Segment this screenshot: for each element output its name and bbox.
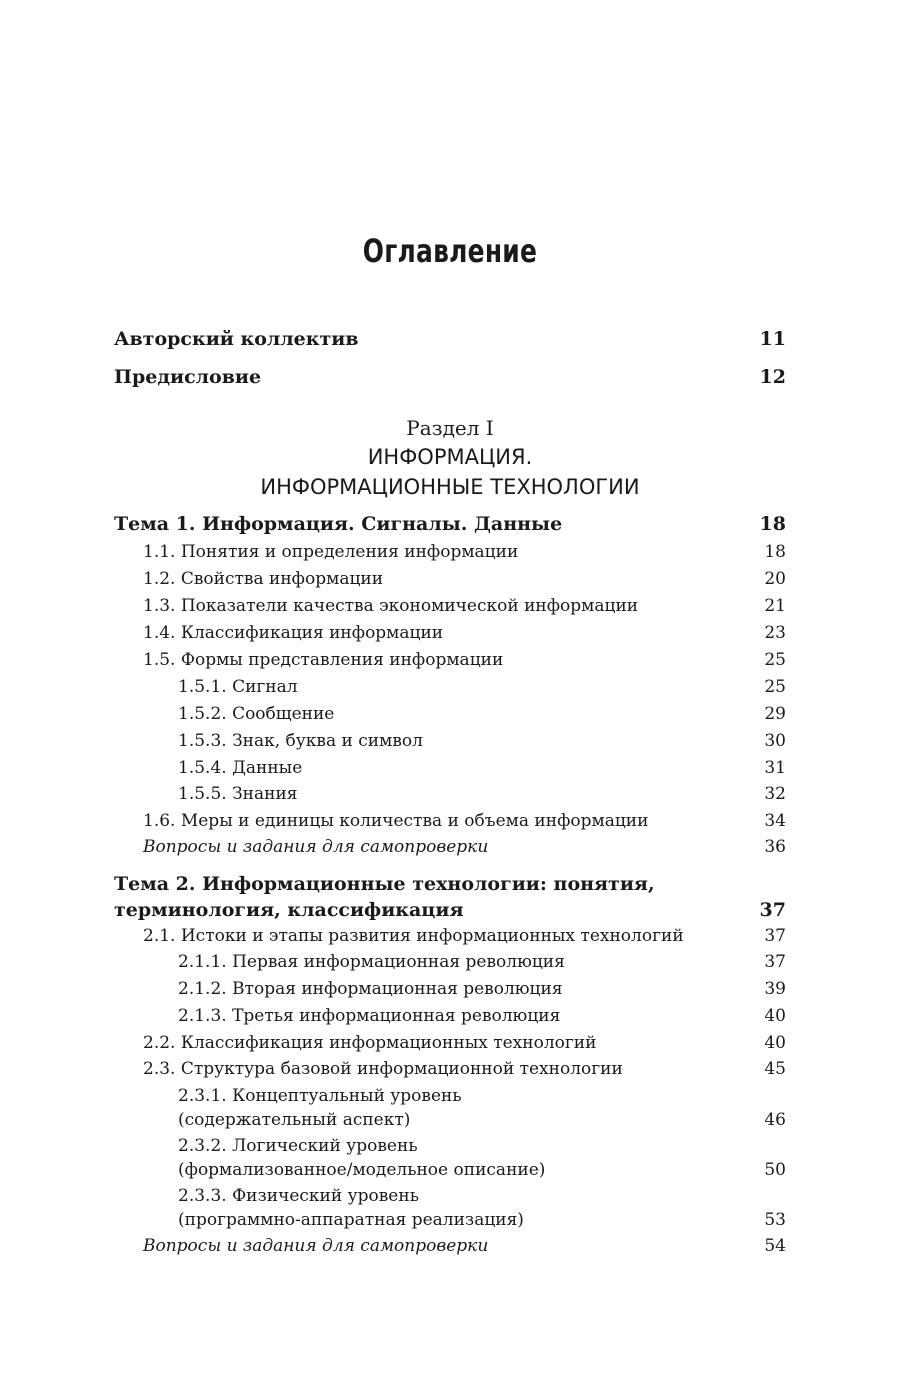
toc-entry-label: Предисловие <box>114 366 262 388</box>
toc-entry-page: 11 <box>759 328 786 350</box>
toc-entry-page: 31 <box>764 758 786 778</box>
toc-entry-2-3-1[interactable] <box>178 1110 786 1130</box>
toc-entry-2-3[interactable] <box>143 1059 786 1079</box>
toc-entry-label: 1.5.2. Сообщение <box>178 704 335 724</box>
toc-entry-page: 39 <box>764 979 786 999</box>
toc-entry-label: Вопросы и задания для самопроверки <box>143 1236 489 1256</box>
toc-entry-page: 30 <box>764 731 786 751</box>
toc-entry-label: 1.4. Классификация информации <box>143 623 444 643</box>
toc-entry-page: 37 <box>764 952 786 972</box>
toc-entry-questions-1[interactable] <box>143 837 786 857</box>
toc-entry-page: 40 <box>764 1006 786 1026</box>
toc-entry-1-5-3[interactable] <box>178 731 786 751</box>
toc-entry-page: 29 <box>764 704 786 724</box>
toc-entry-label: 2.3. Структура базовой информационной технологии <box>143 1059 623 1079</box>
toc-entry-label: 1.5.3. Знак, буква и символ <box>178 731 423 751</box>
toc-entry-1-5-5[interactable] <box>178 784 786 804</box>
toc-entry-label: 1.5.5. Знания <box>178 784 298 804</box>
toc-entry-page: 32 <box>764 784 786 804</box>
toc-entry-label: 2.1.2. Вторая информационная революция <box>178 979 563 999</box>
toc-entry-topic2-line1[interactable]: Тема 2. Информационные технологии: понятия, <box>114 873 655 895</box>
toc-entry-page: 37 <box>759 899 786 921</box>
toc-entry-page: 50 <box>764 1160 786 1180</box>
toc-entry-1-5[interactable] <box>143 650 786 670</box>
toc-entry-preface[interactable] <box>114 366 786 388</box>
part-title-line2: ИНФОРМАЦИОННЫЕ ТЕХНОЛОГИИ <box>260 475 640 499</box>
toc-entry-page: 53 <box>764 1210 786 1230</box>
toc-entry-page: 25 <box>764 650 786 670</box>
toc-entry-label: 1.3. Показатели качества экономической информации <box>143 596 639 616</box>
toc-entry-label: 2.1. Истоки и этапы развития информационных технологий <box>143 926 684 946</box>
toc-entry-page: 40 <box>764 1033 786 1053</box>
toc-entry-label: 1.5.1. Сигнал <box>178 677 298 697</box>
toc-entry-label: 1.2. Свойства информации <box>143 569 384 589</box>
toc-entry-page: 37 <box>764 926 786 946</box>
toc-entry-1-3[interactable] <box>143 596 786 616</box>
toc-entry-page: 46 <box>764 1110 786 1130</box>
toc-entry-page: 34 <box>764 811 786 831</box>
toc-entry-topic2[interactable] <box>114 899 786 921</box>
page-title: Оглавление <box>362 232 538 270</box>
toc-entry-2-1-1[interactable] <box>178 952 786 972</box>
toc-entry-2-2[interactable] <box>143 1033 786 1053</box>
part-title-line1: ИНФОРМАЦИЯ. <box>367 445 533 469</box>
toc-entry-page: 12 <box>759 366 786 388</box>
toc-entry-page: 36 <box>764 837 786 857</box>
toc-entry-1-1[interactable] <box>143 542 786 562</box>
toc-entry-2-3-2-line1[interactable]: 2.3.2. Логический уровень <box>178 1136 418 1156</box>
toc-entry-questions-2[interactable] <box>143 1236 786 1256</box>
toc-entry-2-3-3-line1[interactable]: 2.3.3. Физический уровень <box>178 1186 419 1206</box>
toc-entry-2-3-1-line1[interactable]: 2.3.1. Концептуальный уровень <box>178 1086 462 1106</box>
toc-entry-page: 18 <box>764 542 786 562</box>
toc-entry-label: 2.2. Классификация информационных технологий <box>143 1033 597 1053</box>
toc-entry-label: (формализованное/модельное описание) <box>178 1160 546 1180</box>
toc-entry-label: Авторский коллектив <box>114 328 359 350</box>
toc-entry-1-5-4[interactable] <box>178 758 786 778</box>
toc-entry-topic1[interactable] <box>114 513 786 535</box>
toc-entry-1-5-2[interactable] <box>178 704 786 724</box>
toc-entry-2-3-2[interactable] <box>178 1160 786 1180</box>
toc-entry-label: (программно-аппаратная реализация) <box>178 1210 524 1230</box>
toc-entry-label: 2.1.3. Третья информационная революция <box>178 1006 561 1026</box>
toc-entry-label: 1.1. Понятия и определения информации <box>143 542 519 562</box>
toc-entry-label: 1.5. Формы представления информации <box>143 650 504 670</box>
toc-entry-2-1-2[interactable] <box>178 979 786 999</box>
toc-entry-page: 23 <box>764 623 786 643</box>
toc-entry-1-5-1[interactable] <box>178 677 786 697</box>
toc-entry-label: 1.6. Меры и единицы количества и объема информации <box>143 811 649 831</box>
toc-entry-label: терминология, классификация <box>114 899 464 921</box>
toc-entry-label: Тема 1. Информация. Сигналы. Данные <box>114 513 563 535</box>
toc-entry-page: 21 <box>764 596 786 616</box>
toc-entry-1-4[interactable] <box>143 623 786 643</box>
toc-entry-label: (содержательный аспект) <box>178 1110 411 1130</box>
toc-entry-page: 45 <box>764 1059 786 1079</box>
part-number: Раздел I <box>406 416 494 440</box>
toc-entry-page: 54 <box>764 1236 786 1256</box>
toc-entry-page: 25 <box>764 677 786 697</box>
toc-entry-2-1-3[interactable] <box>178 1006 786 1026</box>
toc-entry-label: 1.5.4. Данные <box>178 758 303 778</box>
toc-entry-1-6[interactable] <box>143 811 786 831</box>
toc-entry-page: 20 <box>764 569 786 589</box>
toc-entry-label: 2.1.1. Первая информационная революция <box>178 952 565 972</box>
toc-entry-2-3-3[interactable] <box>178 1210 786 1230</box>
toc-entry-page: 18 <box>759 513 786 535</box>
toc-entry-authors[interactable] <box>114 328 786 350</box>
toc-entry-1-2[interactable] <box>143 569 786 589</box>
toc-entry-2-1[interactable] <box>143 926 786 946</box>
toc-entry-label: Вопросы и задания для самопроверки <box>143 837 489 857</box>
